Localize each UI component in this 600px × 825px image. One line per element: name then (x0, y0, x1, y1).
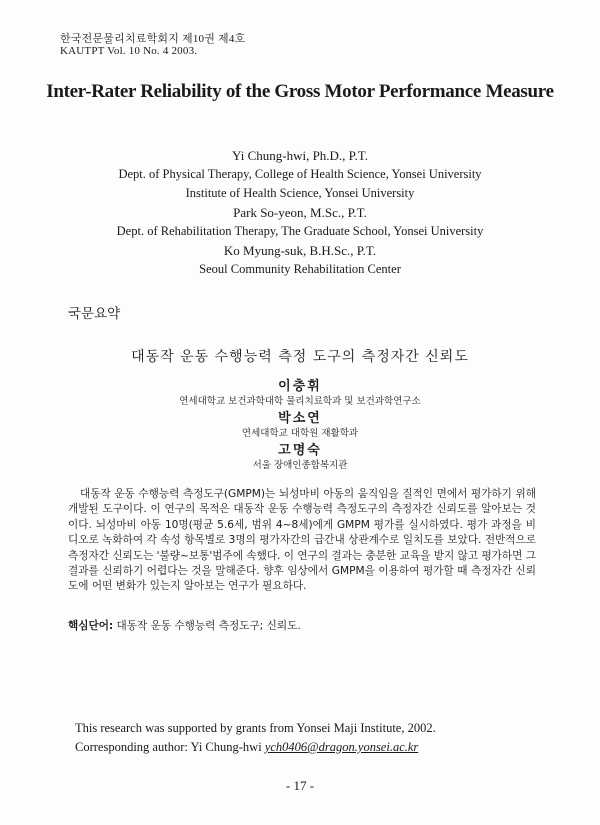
korean-author-name-3: 고명숙 (278, 443, 322, 458)
journal-code-header: KAUTPT Vol. 10 No. 4 2003. (60, 45, 198, 57)
korean-author-affiliation-1: 연세대학교 보건과학대학 물리치료학과 및 보건과학연구소 (179, 396, 421, 407)
keywords-text: 대동작 운동 수행능력 측정도구; 신뢰도. (116, 620, 301, 632)
paper-title: Inter-Rater Reliability of the Gross Motor Performance Measure (46, 81, 554, 102)
corresponding-email-link[interactable]: ych0406@dragon.yonsei.ac.kr (264, 740, 419, 754)
korean-title: 대동작 운동 수행능력 측정 도구의 측정자간 신뢰도 (131, 349, 469, 365)
journal-korean-header: 한국전문물리치료학회지 제10권 제4호 (60, 33, 246, 45)
author-affiliation-1b: Institute of Health Science, Yonsei University (185, 186, 415, 200)
footnote-support: This research was supported by grants from Yonsei Maji Institute, 2002. (75, 721, 436, 735)
author-affiliation-3: Seoul Community Rehabilitation Center (199, 262, 401, 276)
keywords-label: 핵심단어: (68, 620, 114, 632)
korean-author-affiliation-2: 연세대학교 대학원 재활학과 (241, 428, 359, 439)
footnote-corresponding (75, 740, 418, 755)
corresponding-author-label: Corresponding author: Yi Chung-hwi (75, 740, 262, 754)
korean-author-affiliation-3: 서울 장애인종합복지관 (252, 460, 348, 471)
korean-abstract-body: 대동작 운동 수행능력 측정도구(GMPM)는 뇌성마비 아동의 움직임을 질적인 면에서 평가하기 위해 개발된 도구이다. 이 연구의 목적은 대동작 운동 수행능력 측정도구의 측정자간 신뢰도를 알아보는 것이다. 뇌성마비 아동 10명(평균 5.6세, 범위 4~8세)에게 GMPM 평가를 실시하였다. 평가 과정을 비디오로 녹화하여 각 속성 항목별로 3명의 평가자간의 급간내 상관계수로 일치도를 보았다. 전반적으로 측정자간 신뢰도는 '불량~보통'범주에 속했다. 이 연구의 결과는 충분한 교육을 받지 않고 평가하면 그 결과를 신뢰하기 어렵다는 것을 말해준다. 향후 임상에서 GMPM을 이용하여 평가할 때 측정자간 신뢰도에 어떤 변화가 있는지 알아보는 연구가 필요하다. (68, 488, 536, 593)
korean-author-name-1: 이충휘 (278, 379, 322, 394)
author-name-1: Yi Chung-hwi, Ph.D., P.T. (232, 148, 368, 163)
korean-author-name-2: 박소연 (278, 411, 322, 426)
author-name-3: Ko Myung-suk, B.H.Sc., P.T. (223, 243, 377, 258)
page-number: - 17 - (285, 778, 315, 793)
korean-abstract-heading: 국문요약 (68, 306, 121, 322)
keywords-line (68, 618, 301, 633)
author-name-2: Park So-yeon, M.Sc., P.T. (233, 205, 367, 220)
author-affiliation-2: Dept. of Rehabilitation Therapy, The Graduate School, Yonsei University (116, 224, 484, 238)
author-affiliation-1a: Dept. of Physical Therapy, College of Health Science, Yonsei University (118, 167, 482, 181)
